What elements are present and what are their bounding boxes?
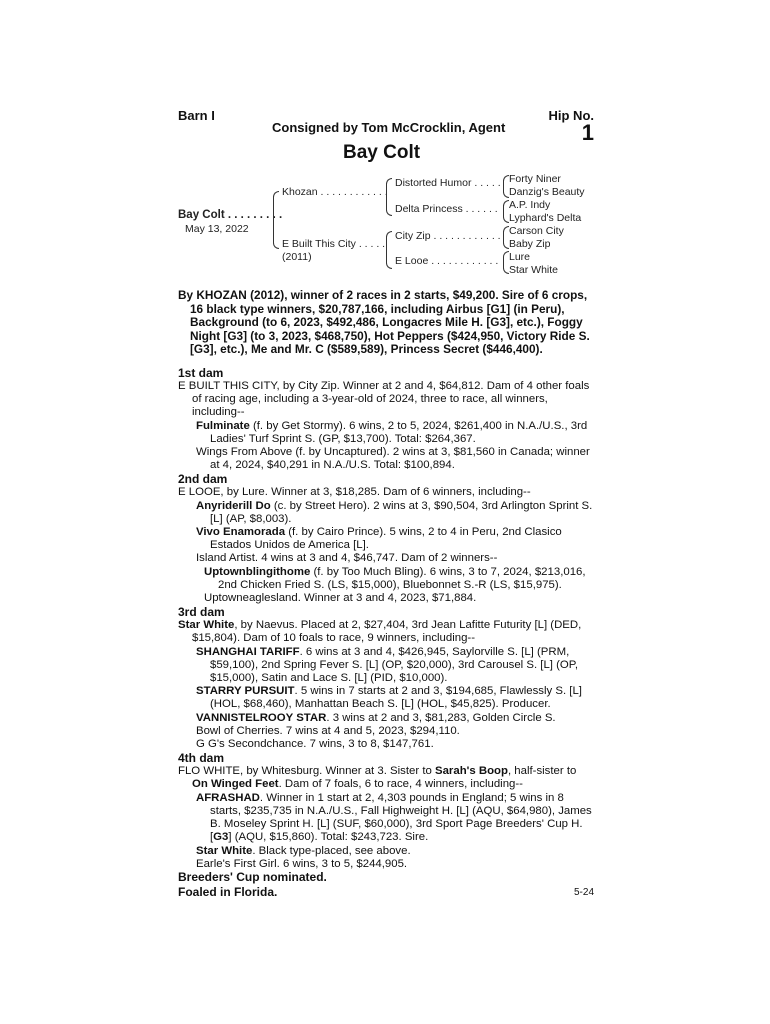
dam3-entry1-text: . 6 wins at 3 and 4, $426,945, Saylorville S. [L] (PRM, $59,100), 2nd Spring Fever S. [L] (OP, $20,000), 3rd Carousel S. [L] (OP, $15,000), Satin and Lace S. [L] (PID, $10,000).	[210, 645, 579, 685]
dam2-entry3: Island Artist. 4 wins at 3 and 4, $46,747. Dam of 2 winners--	[196, 552, 498, 565]
brace-sire	[386, 178, 392, 216]
dam3-entry2-name: STARRY PURSUIT	[196, 685, 295, 698]
pedigree-g8: Star White	[509, 264, 559, 276]
dam4-entry	[196, 792, 594, 845]
pedigree-dam-sire: City Zip . . . . . . . . . . . .	[395, 230, 501, 242]
sire-paragraph: By KHOZAN (2012), winner of 2 races in 2 starts, $49,200. Sire of 6 crops, 16 black type winners, $20,787,166, including Airbus [G1] (in Peru), Background (to 6, 2023, $492,486, Longacres Mile H. [G3], etc.), Foggy Night [G3] (to 3, 2023, $468,750), Hot Peppers ($424,950, Victory Ride S. [G3], etc.), Me and Mr. C ($589,589), Princess Secret ($446,400).	[178, 288, 590, 357]
dam1-paragraph: E BUILT THIS CITY, by City Zip. Winner at 2 and 4, $64,812. Dam of 4 other foals of racing age, including a 3-year-old of 2024, three to race, all winners, including--	[178, 380, 590, 419]
dam4-entry1-text: . Winner in 1 start at 2, 4,303 pounds in England; 5 wins in 8 starts, $235,735 in N.A./U.S., Fall Highweight H. [L] (AQU, $64,980), James B. Moseley Sprint H. [L] (SUF, $60,000), 3rd Sport Page Breeders' Cup H. [	[210, 791, 592, 844]
dam3-main-text: , by Naevus. Placed at 2, $27,404, 3rd Jean Lafitte Futurity [L] (DED, $15,804). Dam of 10 foals to race, 9 winners, including--	[192, 619, 582, 645]
pedigree-g7: Lure	[509, 251, 531, 263]
family-section	[178, 366, 594, 871]
dam2-entry3b: Uptowneaglesland. Winner at 3 and 4, 2023, $71,884.	[204, 592, 477, 605]
dam3-heading: 3rd dam	[178, 605, 225, 620]
dam4-entry2-name: Star White	[196, 844, 253, 857]
dam1-heading: 1st dam	[178, 366, 224, 380]
pedigree-sire-dam: Delta Princess . . . . . .	[395, 203, 498, 215]
pedigree-sire: Khozan . . . . . . . . . . . .	[282, 186, 388, 198]
dam2-entry1-name: Anyriderill Do	[196, 499, 271, 512]
dam4-entry1-end: ] (AQU, $15,860). Total: $243,723. Sire.	[228, 831, 429, 844]
hip-label: Hip No.	[548, 108, 594, 123]
pedigree-g2: Danzig's Beauty	[509, 186, 585, 198]
dam2-entry2-name: Vivo Enamorada	[196, 526, 286, 539]
dam4-text-a: FLO WHITE, by Whitesburg. Winner at 3. Sister to	[178, 765, 435, 778]
footer-foaled: Foaled in Florida.	[178, 885, 278, 899]
dam1-entry1-name: Fulminate	[196, 419, 250, 432]
dam2-entry3a-name: Uptownblingithome	[204, 565, 311, 578]
dam2-entry1-text: (c. by Street Hero). 2 wins at 3, $90,504, 3rd Arlington Sprint S. [L] (AP, $8,003).	[210, 499, 593, 525]
brace-dam	[386, 231, 392, 269]
pedigree-g3: A.P. Indy	[509, 199, 551, 211]
dam3-entry1-name: SHANGHAI TARIFF	[196, 645, 300, 658]
dam4-text-b: Sarah's Boop	[435, 765, 508, 778]
dam3-main-name: Star White	[178, 619, 235, 632]
dam3-entry4: Bowl of Cherries. 7 wins at 4 and 5, 2023, $294,110.	[196, 724, 460, 737]
dam3-entry	[196, 685, 594, 711]
sire-section	[178, 289, 594, 357]
dam3-paragraph	[178, 619, 594, 645]
brace-gen1	[273, 191, 279, 249]
dam4-heading: 4th dam	[178, 751, 225, 766]
dam4-text-c: , half-sister to	[507, 765, 577, 778]
pedigree-dam-year: (2011)	[282, 251, 312, 263]
dam2-paragraph: E LOOE, by Lure. Winner at 3, $18,285. Dam of 6 winners, including--	[178, 486, 531, 499]
dam2-entry2-text: (f. by Cairo Prince). 5 wins, 2 to 4 in Peru, 2nd Clasico Estados Unidos de America [L].	[210, 526, 562, 552]
pedigree-g4: Lyphard's Delta	[509, 212, 582, 224]
dam3-entry	[196, 712, 594, 725]
dam2-heading: 2nd dam	[178, 472, 228, 487]
dam2-entry	[196, 500, 594, 526]
footer-nominated: Breeders' Cup nominated.	[178, 870, 327, 884]
pedigree-foaled: May 13, 2022	[185, 223, 249, 235]
pedigree-g1: Forty Niner	[509, 173, 561, 185]
page-title: Bay Colt	[343, 142, 421, 163]
dam3-entry3-name: VANNISTELROOY STAR	[196, 711, 327, 724]
pedigree-dam-dam: E Looe . . . . . . . . . . . .	[395, 255, 499, 267]
dam1-entry	[196, 420, 594, 446]
dam2-entry3a-text: (f. by Too Much Bling). 6 wins, 3 to 7, 2024, $213,016, 2nd Chicken Fried S. (LS, $15,000), Bluebonnet S.-R (LS, $15,975).	[218, 565, 586, 591]
dam3-entry	[196, 646, 594, 686]
pedigree-dam: E Built This City . . . . .	[282, 238, 386, 250]
dam3-entry3-text: . 3 wins at 2 and 3, $81,283, Golden Circle S.	[326, 711, 556, 724]
dam4-entry	[196, 845, 594, 858]
pedigree-g6: Baby Zip	[509, 238, 551, 250]
dam1-entry1-text: (f. by Get Stormy). 6 wins, 2 to 5, 2024, $261,400 in N.A./U.S., 3rd Ladies' Turf Sprint S. (GP, $13,700). Total: $264,367.	[210, 419, 588, 445]
dam3-entry5: G G's Secondchance. 7 wins, 3 to 8, $147,761.	[196, 738, 434, 751]
pedigree-subject: Bay Colt . . . . . . . . .	[178, 209, 283, 221]
pedigree-sire-sire: Distorted Humor . . . . .	[395, 177, 501, 189]
dam4-entry3: Earle's First Girl. 6 wins, 3 to 5, $244,905.	[196, 857, 408, 870]
dam4-text-d: On Winged Feet	[192, 778, 279, 791]
dam1-entry2: Wings From Above (f. by Uncaptured). 2 wins at 3, $81,560 in Canada; winner at 4, 2024, $40,291 in N.A./U.S. Total: $100,894.	[196, 446, 590, 472]
dam4-entry1-grade: G3	[213, 831, 229, 844]
barn-label: Barn I	[178, 108, 215, 123]
footer-code: 5-24	[573, 887, 594, 898]
dam3-entry2-text: . 5 wins in 7 starts at 2 and 3, $194,685, Flawlessly S. [L] (HOL, $68,460), Manhattan Beach S. [L] (HOL, $45,825). Producer.	[210, 685, 582, 711]
hip-number: 1	[581, 120, 594, 145]
dam4-entry2-text: . Black type-placed, see above.	[252, 844, 411, 857]
dam2-entry	[196, 526, 594, 552]
pedigree-g5: Carson City	[509, 225, 564, 237]
dam2-entry3a	[204, 566, 594, 592]
dam4-entry1-name: AFRASHAD	[196, 791, 260, 804]
consignor-line: Consigned by Tom McCrocklin, Agent	[272, 120, 506, 135]
dam4-text-e: . Dam of 7 foals, 6 to race, 4 winners, including--	[278, 778, 523, 791]
dam4-paragraph	[178, 765, 594, 791]
